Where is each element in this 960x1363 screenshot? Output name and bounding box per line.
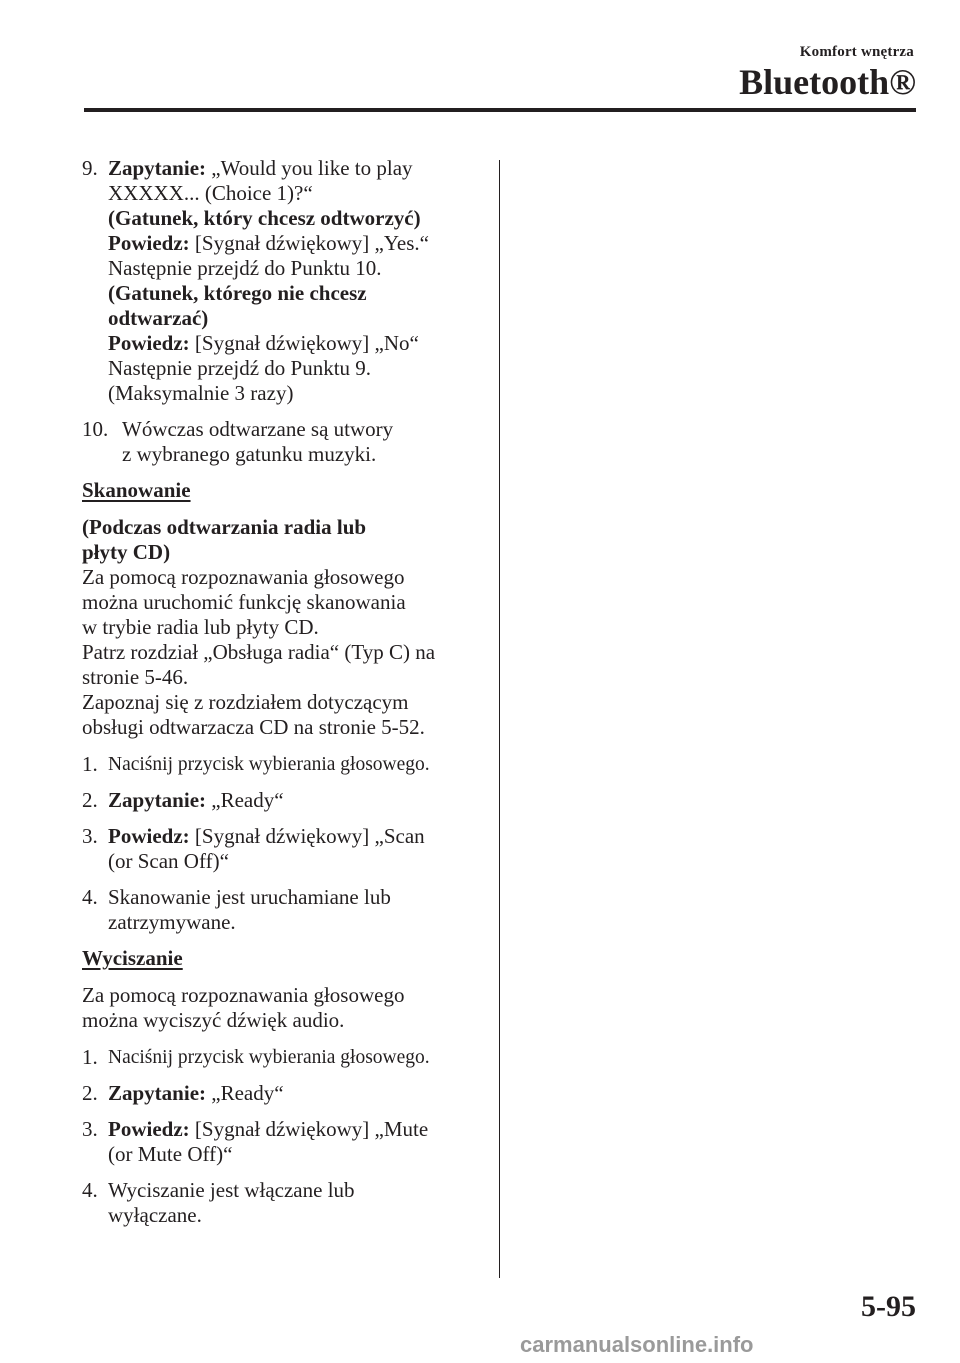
section-heading-scan: Skanowanie [82, 478, 191, 502]
paragraph-line: obsługi odtwarzacza CD na stronie 5-52. [82, 715, 425, 739]
step-text: Naciśnij przycisk wybierania głosowego. [108, 1047, 430, 1068]
step-number: 4. [82, 1178, 98, 1202]
paragraph-line: można uruchomić funkcję skanowania [82, 590, 406, 614]
left-column [82, 156, 487, 1239]
step-text: Wyciszanie jest włączane lub [108, 1178, 355, 1202]
scan-step-3 [82, 824, 487, 874]
step-number: 3. [82, 1117, 98, 1141]
prompt-text: „Would you like to play [206, 156, 413, 180]
paragraph-line: Za pomocą rozpoznawania głosowego [82, 565, 405, 589]
paragraph-line: można wyciszyć dźwięk audio. [82, 1008, 345, 1032]
condition-text-cont: odtwarzać) [108, 306, 209, 330]
step-text-cont: zatrzymywane. [108, 910, 236, 934]
paragraph-line: Za pomocą rozpoznawania głosowego [82, 983, 405, 1007]
condition-text-cont: płyty CD) [82, 540, 171, 564]
header-rule [84, 108, 916, 112]
step-text: Naciśnij przycisk wybierania głosowego. [108, 754, 430, 775]
watermark: carmanualsonline.info [520, 1332, 754, 1357]
mute-description [82, 983, 487, 1033]
header-section-label: Komfort wnętrza [799, 44, 914, 60]
column-divider [499, 160, 500, 1278]
step-number: 9. [82, 156, 98, 180]
prompt-text: „Ready“ [206, 788, 284, 812]
step-9 [82, 156, 487, 406]
condition-text: (Gatunek, który chcesz odtworzyć) [108, 206, 421, 230]
step-text-cont: z wybranego gatunku muzyki. [122, 442, 377, 466]
condition-text: (Gatunek, którego nie chcesz [108, 281, 367, 305]
say-label: Powiedz: [108, 231, 190, 255]
say-label: Powiedz: [108, 1117, 190, 1141]
step-number: 10. [82, 417, 109, 441]
scan-step-2 [82, 788, 487, 813]
step-text: Skanowanie jest uruchamiane lub [108, 885, 391, 909]
say-text: [Sygnał dźwiękowy] „No“ [189, 331, 419, 355]
paragraph-line: stronie 5-46. [82, 665, 189, 689]
prompt-label: Zapytanie: [108, 788, 207, 812]
prompt-text: „Ready“ [206, 1081, 284, 1105]
step-text: Wówczas odtwarzane są utwory [122, 417, 394, 441]
step-number: 1. [82, 1045, 98, 1069]
mute-step-4 [82, 1178, 487, 1228]
step-10 [82, 417, 487, 467]
say-text: [Sygnał dźwiękowy] „Scan [189, 824, 425, 848]
paragraph-line: Patrz rozdział „Obsługa radia“ (Typ C) na [82, 640, 436, 664]
step-number: 1. [82, 752, 98, 776]
paragraph-line: Zapoznaj się z rozdziałem dotyczącym [82, 690, 409, 714]
page-title: Bluetooth® [739, 62, 916, 102]
say-text-cont: (or Mute Off)“ [108, 1142, 233, 1166]
condition-text: (Podczas odtwarzania radia lub [82, 515, 367, 539]
prompt-text-cont: XXXXX... (Choice 1)?“ [108, 181, 313, 205]
mute-step-1 [82, 1045, 487, 1070]
step-number: 2. [82, 1081, 98, 1105]
say-label: Powiedz: [108, 824, 190, 848]
step-number: 3. [82, 824, 98, 848]
scan-step-1 [82, 752, 487, 777]
step-number: 4. [82, 885, 98, 909]
prompt-label: Zapytanie: [108, 1081, 207, 1105]
step-text-cont: wyłączane. [108, 1203, 202, 1227]
mute-step-3 [82, 1117, 487, 1167]
say-text: [Sygnał dźwiękowy] „Mute [189, 1117, 429, 1141]
instruction-text: Następnie przejdź do Punktu 9. [108, 356, 372, 380]
say-label: Powiedz: [108, 331, 190, 355]
say-text: [Sygnał dźwiękowy] „Yes.“ [189, 231, 429, 255]
step-number: 2. [82, 788, 98, 812]
scan-description [82, 515, 487, 740]
note-text: (Maksymalnie 3 razy) [108, 381, 294, 405]
page-number: 5-95 [861, 1290, 916, 1323]
paragraph-line: w trybie radia lub płyty CD. [82, 615, 319, 639]
instruction-text: Następnie przejdź do Punktu 10. [108, 256, 382, 280]
scan-step-4 [82, 885, 487, 935]
section-heading-mute: Wyciszanie [82, 946, 183, 970]
prompt-label: Zapytanie: [108, 156, 207, 180]
say-text-cont: (or Scan Off)“ [108, 849, 229, 873]
mute-step-2 [82, 1081, 487, 1106]
